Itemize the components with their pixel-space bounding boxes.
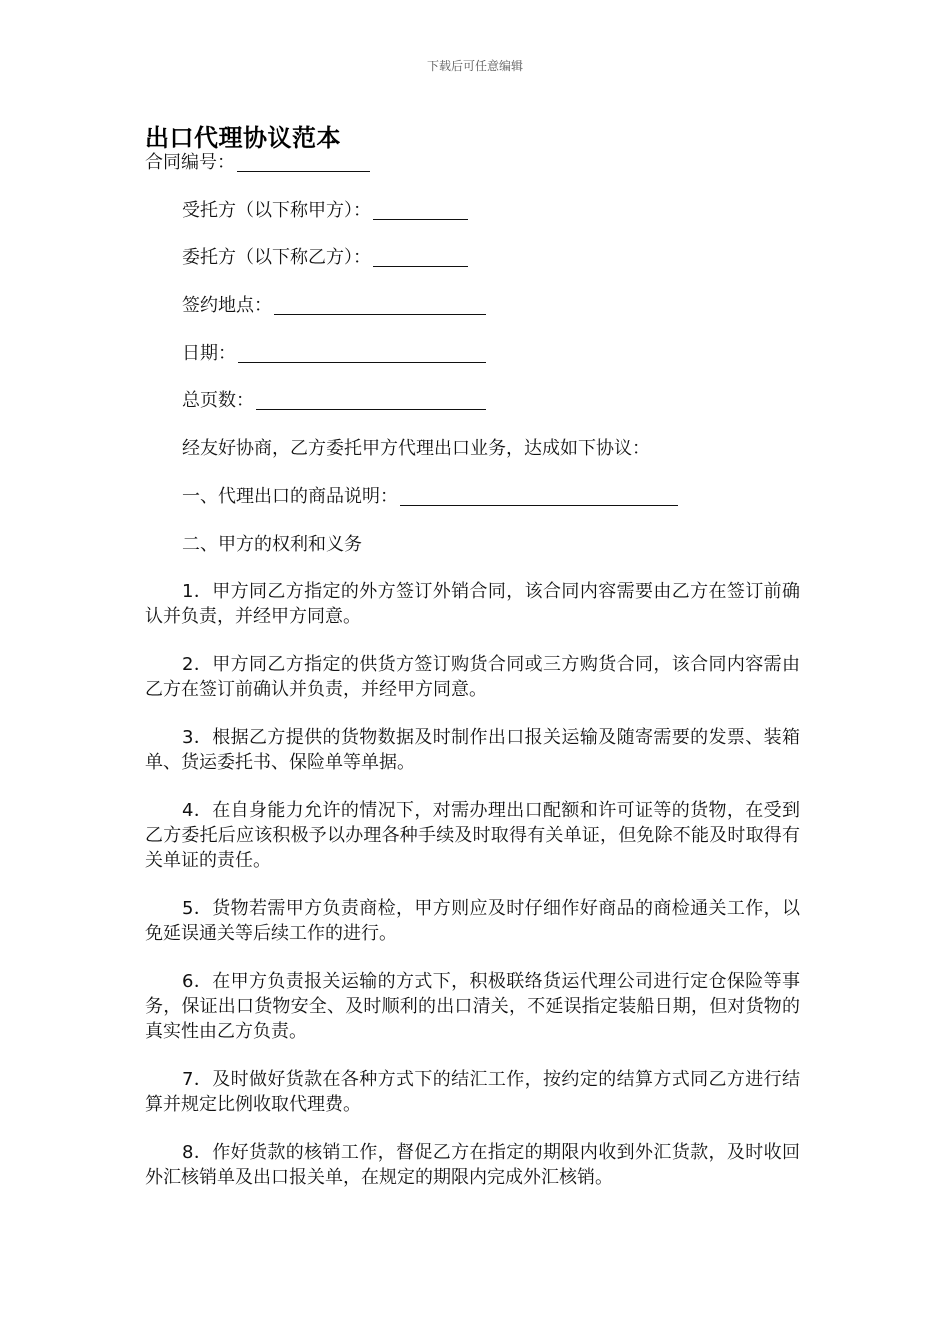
date-blank[interactable] <box>238 342 486 363</box>
total-pages-line <box>182 388 486 414</box>
clause-4: 4．在自身能力允许的情况下，对需办理出口配额和许可证等的货物，在受到乙方委托后应该积极予以办理各种手续及时取得有关单证，但免除不能及时取得有关单证的责任。 <box>145 800 800 871</box>
clause-5: 5．货物若需甲方负责商检，甲方则应及时仔细作好商品的商检通关工作，以免延误通关等后续工作的进行。 <box>145 898 800 944</box>
entrustor-line <box>182 245 468 271</box>
date-label: 日期： <box>182 343 236 364</box>
document-title: 出口代理协议范本 <box>145 124 341 152</box>
total-pages-label: 总页数： <box>182 390 254 411</box>
contract-number-blank[interactable] <box>237 151 370 172</box>
page-header-note: 下载后可任意编辑 <box>426 59 523 73</box>
clause-1: 1．甲方同乙方指定的外方签订外销合同，该合同内容需要由乙方在签订前确认并负责，并经甲方同意。 <box>145 581 800 627</box>
section-one-blank[interactable] <box>400 485 678 506</box>
entrustor-blank[interactable] <box>373 246 468 267</box>
location-line <box>182 293 486 319</box>
trustee-line <box>182 198 468 224</box>
trustee-label: 受托方（以下称甲方）： <box>182 200 371 221</box>
clause-8: 8．作好货款的核销工作，督促乙方在指定的期限内收到外汇货款，及时收回外汇核销单及出口报关单，在规定的期限内完成外汇核销。 <box>145 1142 800 1188</box>
clause-3: 3．根据乙方提供的货物数据及时制作出口报关运输及随寄需要的发票、装箱单、货运委托书、保险单等单据。 <box>145 727 800 773</box>
clause-6: 6．在甲方负责报关运输的方式下，积极联络货运代理公司进行定仓保险等事务，保证出口货物安全、及时顺利的出口清关，不延误指定装船日期，但对货物的真实性由乙方负责。 <box>145 971 800 1042</box>
contract-number-line <box>145 150 370 176</box>
location-blank[interactable] <box>274 294 486 315</box>
location-label: 签约地点： <box>182 295 272 316</box>
clause-2: 2．甲方同乙方指定的供货方签订购货合同或三方购货合同，该合同内容需由乙方在签订前确认并负责，并经甲方同意。 <box>145 654 800 700</box>
entrustor-label: 委托方（以下称乙方）： <box>182 247 371 268</box>
intro-paragraph: 经友好协商，乙方委托甲方代理出口业务，达成如下协议： <box>182 438 650 459</box>
section-one-line <box>182 484 678 510</box>
contract-number-label: 合同编号： <box>145 152 235 173</box>
date-line <box>182 341 486 367</box>
clause-7: 7．及时做好货款在各种方式下的结汇工作，按约定的结算方式同乙方进行结算并规定比例收取代理费。 <box>145 1069 800 1115</box>
total-pages-blank[interactable] <box>256 389 486 410</box>
section-one-label: 一、代理出口的商品说明： <box>182 486 398 507</box>
section-two-heading: 二、甲方的权利和义务 <box>182 534 362 555</box>
trustee-blank[interactable] <box>373 199 468 220</box>
